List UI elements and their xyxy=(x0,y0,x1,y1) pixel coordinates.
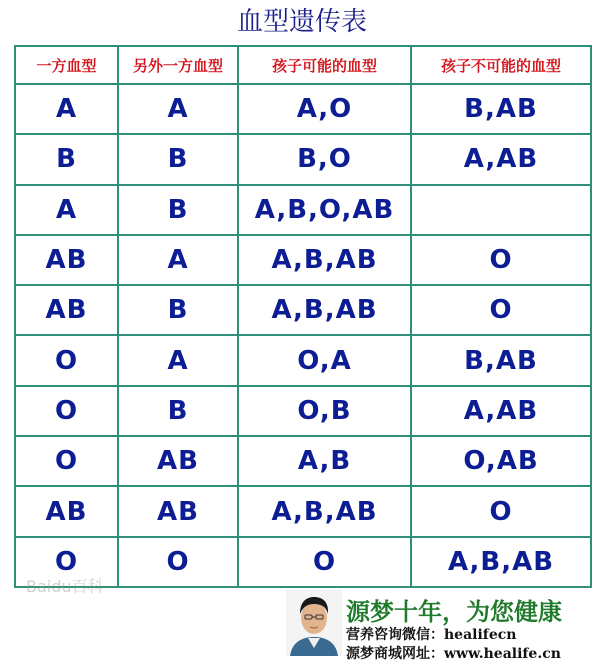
cell-child-possible: A,O xyxy=(238,84,411,134)
table-row xyxy=(15,84,591,134)
cell-parent-two: AB xyxy=(118,436,238,486)
cell-child-possible: A,B,AB xyxy=(238,486,411,536)
cell-child-impossible: B,AB xyxy=(411,335,591,385)
cell-child-impossible: A,AB xyxy=(411,386,591,436)
page-title: 血型遗传表 xyxy=(236,7,367,37)
table-row xyxy=(15,436,591,486)
table-row xyxy=(15,235,591,285)
cell-child-impossible: B,AB xyxy=(411,84,591,134)
cell-child-possible: A,B,O,AB xyxy=(238,185,411,235)
table-row xyxy=(15,285,591,335)
cell-parent-one: O xyxy=(15,335,118,385)
cell-parent-one: AB xyxy=(15,235,118,285)
cell-child-possible: O,B xyxy=(238,386,411,436)
cell-child-impossible: O xyxy=(411,235,591,285)
cell-parent-two: B xyxy=(118,185,238,235)
cell-parent-two: A xyxy=(118,235,238,285)
mall-url: 源梦商城网址：www.healife.cn xyxy=(346,646,561,662)
table-row xyxy=(15,185,591,235)
blood-type-table xyxy=(14,45,592,588)
wechat-contact: 营养咨询微信：healifecn xyxy=(346,627,517,643)
cell-child-possible: A,B xyxy=(238,436,411,486)
cell-parent-two: B xyxy=(118,386,238,436)
cell-child-possible: O,A xyxy=(238,335,411,385)
header-parent-two: 另外一方血型 xyxy=(118,46,238,84)
avatar xyxy=(286,590,342,656)
cell-parent-one: A xyxy=(15,185,118,235)
table-row xyxy=(15,386,591,436)
watermark: Baidu百科 xyxy=(26,577,104,596)
cell-parent-one: O xyxy=(15,537,118,587)
cell-parent-two: A xyxy=(118,335,238,385)
cell-parent-one: AB xyxy=(15,486,118,536)
header-child-possible: 孩子可能的血型 xyxy=(238,46,411,84)
cell-child-impossible: A,AB xyxy=(411,134,591,184)
cell-parent-one: A xyxy=(15,84,118,134)
cell-parent-two: AB xyxy=(118,486,238,536)
cell-parent-one: B xyxy=(15,134,118,184)
cell-parent-one: AB xyxy=(15,285,118,335)
cell-child-possible: O xyxy=(238,537,411,587)
table-row xyxy=(15,335,591,385)
cell-child-impossible xyxy=(411,185,591,235)
cell-parent-two: B xyxy=(118,285,238,335)
cell-child-impossible: O xyxy=(411,486,591,536)
cell-child-possible: B,O xyxy=(238,134,411,184)
brand-slogan: 源梦十年，为您健康 xyxy=(346,597,562,626)
table-row xyxy=(15,134,591,184)
header-child-impossible: 孩子不可能的血型 xyxy=(411,46,591,84)
cell-parent-two: B xyxy=(118,134,238,184)
cell-parent-two: O xyxy=(118,537,238,587)
cell-child-possible: A,B,AB xyxy=(238,285,411,335)
cell-parent-two: A xyxy=(118,84,238,134)
cell-parent-one: O xyxy=(15,386,118,436)
table-header-row xyxy=(15,46,591,84)
cell-child-impossible: A,B,AB xyxy=(411,537,591,587)
cell-child-impossible: O xyxy=(411,285,591,335)
cell-child-impossible: O,AB xyxy=(411,436,591,486)
cell-child-possible: A,B,AB xyxy=(238,235,411,285)
cell-parent-one: O xyxy=(15,436,118,486)
table-row xyxy=(15,486,591,536)
header-parent-one: 一方血型 xyxy=(15,46,118,84)
